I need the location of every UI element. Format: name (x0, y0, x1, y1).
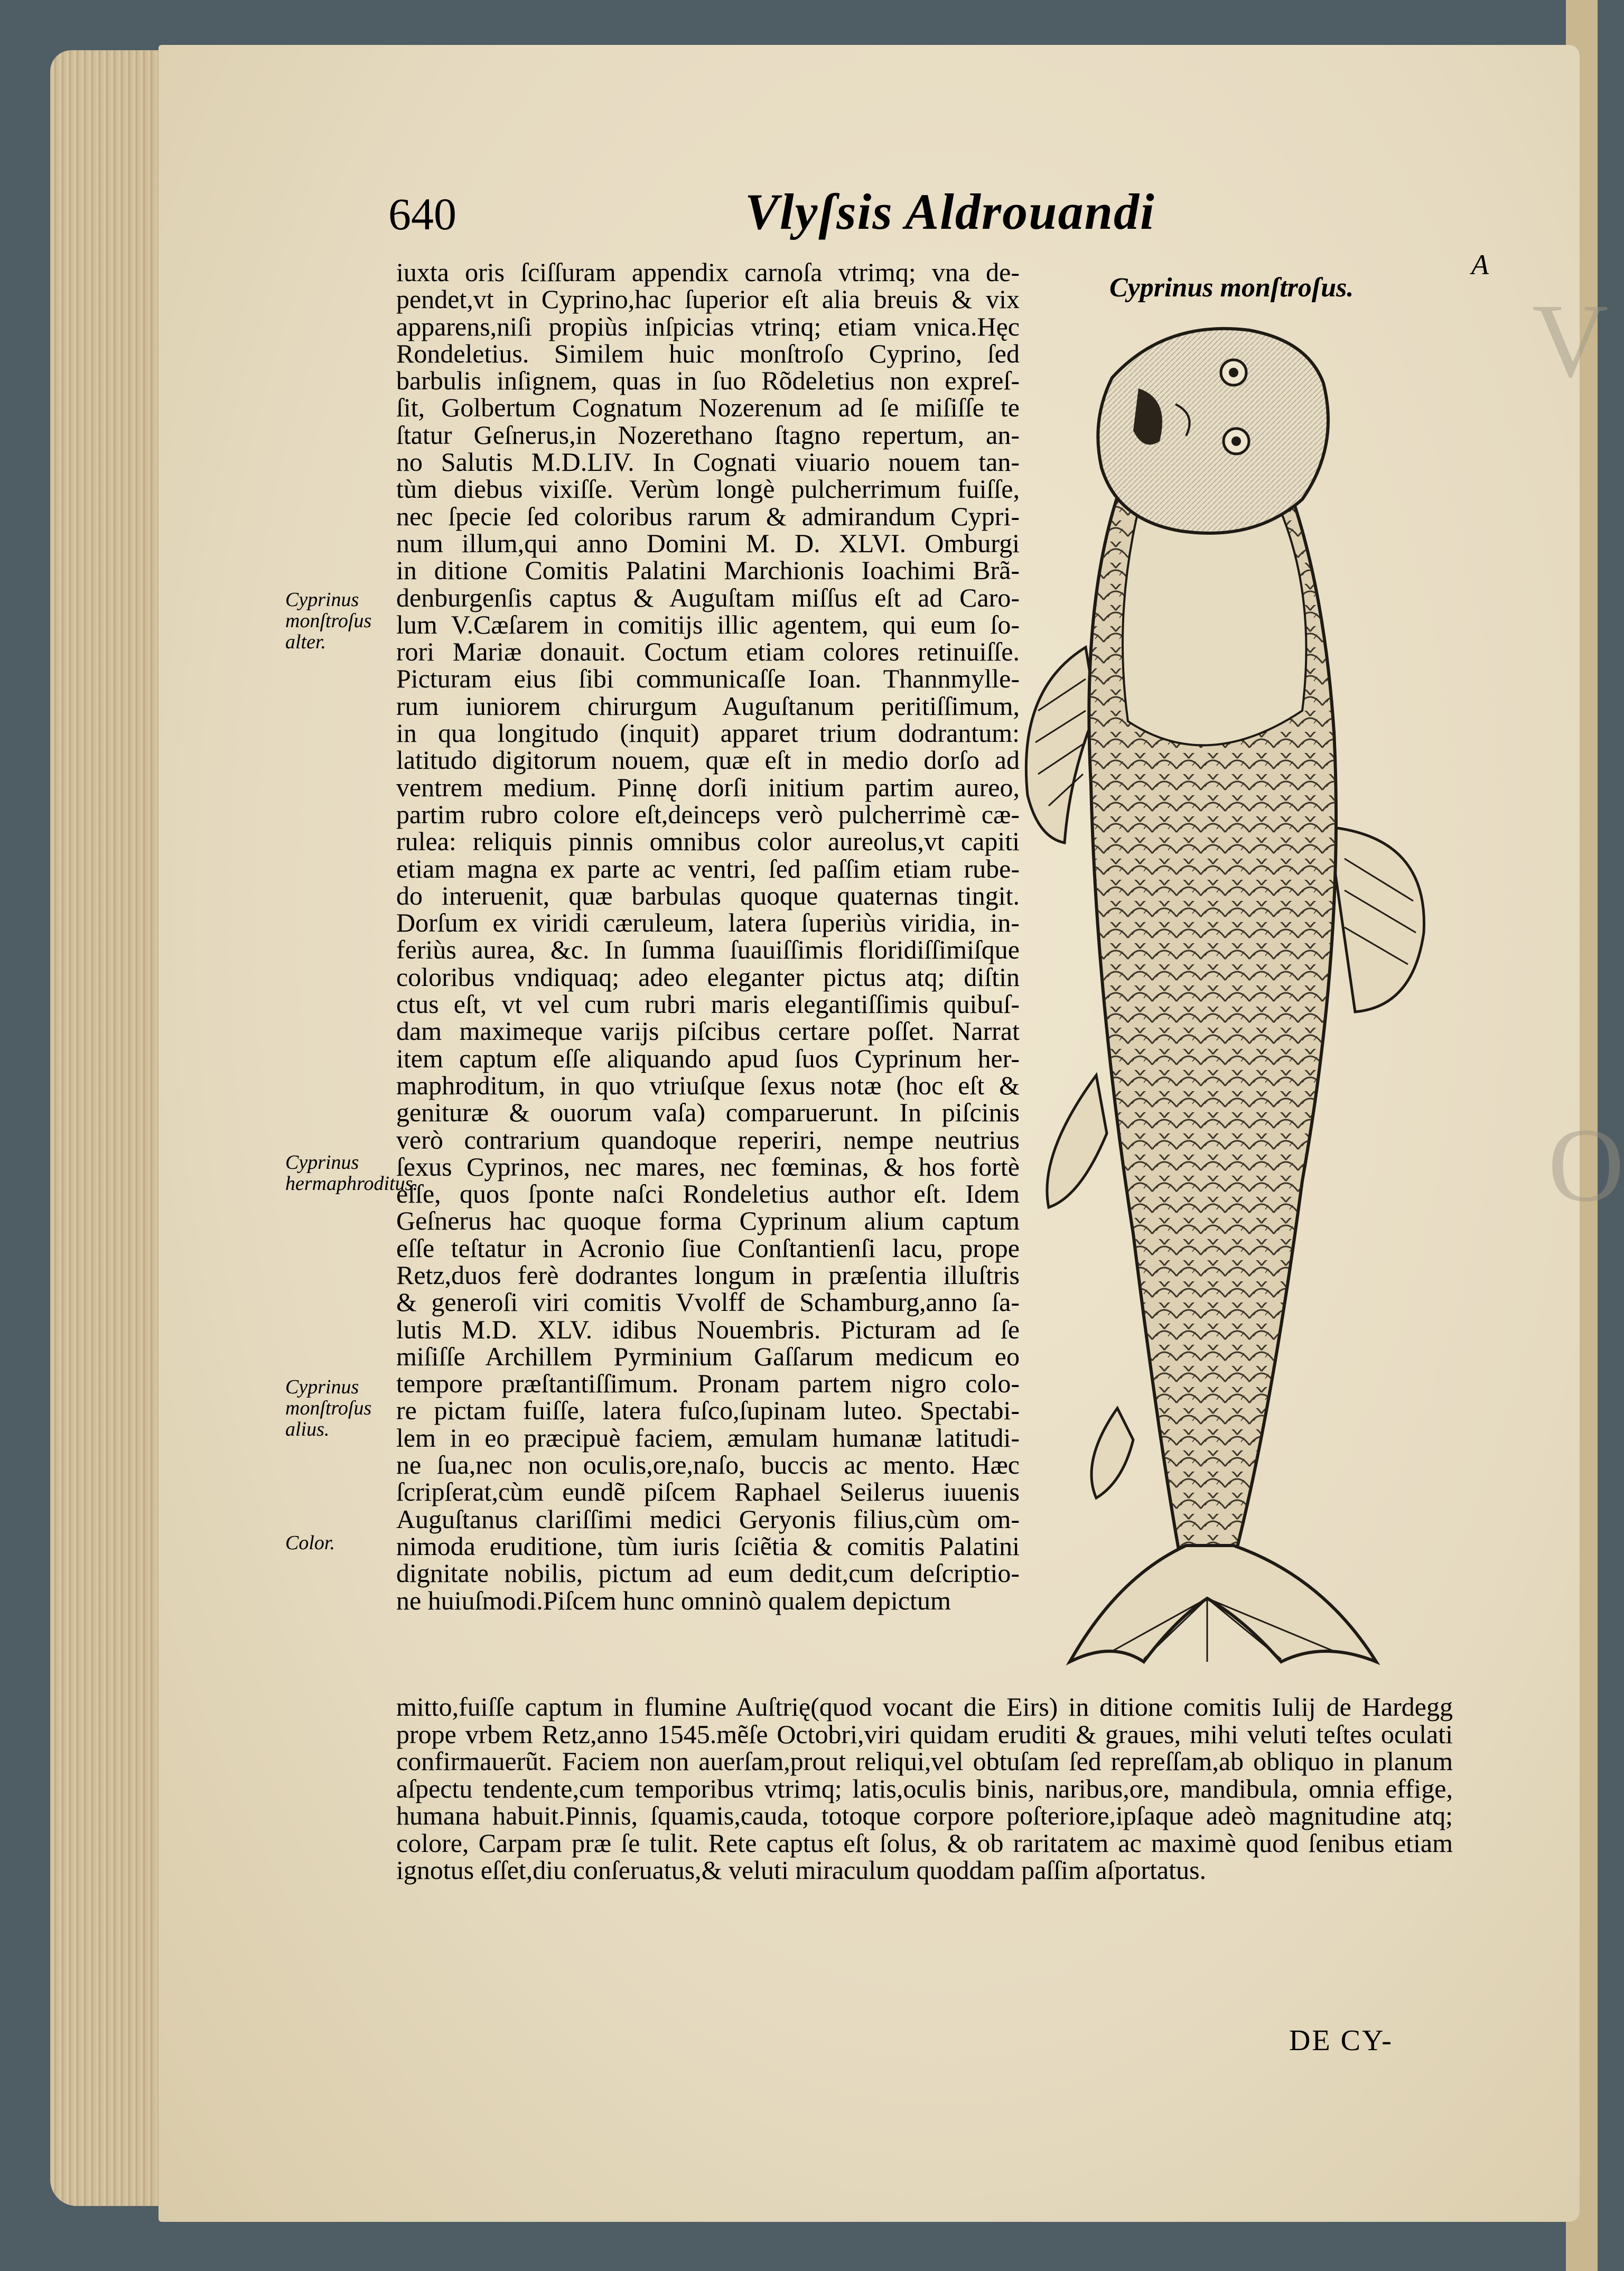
text-line: lutis M.D. XLV. idibus Nouembris. Picturam ad ſe (396, 1314, 1020, 1344)
text-line: in qua longitudo (inquit) apparet trium dodrantum: (396, 718, 1020, 748)
text-line: iuxta oris ſciſſuram appendix carnoſa vtrimq; vna de- (396, 257, 1020, 287)
text-line: partim rubro colore eſt,deinceps verò pulcherrimè cæ- (396, 799, 1020, 829)
margin-note: Cyprinus monſtroſus alius. (285, 1376, 372, 1440)
text-line: eſſe teſtatur in Acronio ſiue Conſtantienſi lacu, prope (396, 1233, 1020, 1263)
text-line: nec ſpecie ſed coloribus rarum & admirandum Cypri- (396, 501, 1020, 531)
running-title: Vlyſsis Aldrouandi (745, 183, 1155, 240)
figure-title: Cyprinus monſtroſus. (1109, 273, 1354, 303)
text-line: rum iuniorem chirurgum Auguſtanum peritiſſimum, (396, 691, 1020, 721)
text-line: maphroditum, in quo vtriuſque ſexus notæ (hoc eſt & (396, 1070, 1020, 1100)
text-line: re pictam fuiſſe, latera fuſco,ſupinam luteo. Spectabi- (396, 1395, 1020, 1426)
text-line: no Salutis M.D.LIV. In Cognati viuario nouem tan- (396, 447, 1020, 477)
margin-note: Cyprinus monſtroſus alter. (285, 589, 372, 653)
text-line: confirmauerũt. Faciem non auerſam,prout reliqui,vel obtuſam ſed repreſſam,ab obliquo in planum (396, 1746, 1453, 1776)
text-line: mitto,fuiſſe captum in flumine Auſtrię(quod vocant die Eirs) in ditione comitis Iulij de Hardegg (396, 1692, 1453, 1721)
text-line: humana habuit.Pinnis, ſquamis,cauda, totoque corpore poſteriore,ipſaque adeò magnitudine atq; (396, 1801, 1453, 1830)
text-line: latitudo digitorum nouem, quæ eſt in medio dorſo ad (396, 745, 1020, 775)
text-line: lum V.Cæſarem in comitijs illic agentem, qui eum ſo- (396, 609, 1020, 639)
text-line: Dorſum ex viridi cæruleum, latera ſuperiùs viridia, in- (396, 908, 1020, 938)
catchword: DE CY- (1289, 2024, 1393, 2057)
text-line: ſit, Golbertum Cognatum Nozerenum ad ſe miſiſſe te (396, 393, 1020, 423)
text-line: tempore præſtantiſſimum. Pronam partem nigro colo- (396, 1369, 1020, 1399)
body-text-full-width (396, 1693, 1453, 1884)
text-line: do interuenit, quæ barbulas quoque quaternas tingit. (396, 880, 1020, 910)
text-line: num illum,qui anno Domini M. D. XLVI. Omburgi (396, 528, 1020, 558)
corner-mark: A (1471, 249, 1489, 281)
text-line: Rondeletius. Similem huic monſtroſo Cyprino, ſed (396, 338, 1020, 368)
text-line: feriùs aurea, &c. In ſumma ſuauiſſimis floridiſſimiſque (396, 935, 1020, 965)
text-line: etiam magna ex parte ac ventri, ſed paſſim etiam rube- (396, 853, 1020, 883)
text-line: ignotus eſſet,diu conſeruatus,& veluti miraculum quoddam paſſim aſportatus. (396, 1855, 1207, 1885)
margin-note: Cyprinus hermaphroditus. (285, 1151, 418, 1195)
margin-note: Color. (285, 1532, 335, 1554)
text-line: rori Mariæ donauit. Coctum etiam colores retinuiſſe. (396, 637, 1020, 667)
text-line: ventrem medium. Pinnę dorſi initium partim aureo, (396, 772, 1020, 802)
text-line: Auguſtanus clariſſimi medici Geryonis filius,cùm om- (396, 1504, 1020, 1534)
text-line: lem in eo præcipuè faciem, æmulam humanæ latitudi- (396, 1422, 1020, 1453)
text-line: aſpectu tendente,cum temporibus vtrimq; latis,oculis binis, naribus,ore, mandibula, omnia effige, (396, 1773, 1453, 1803)
text-line: dam maximeque varijs piſcibus certare poſſet. Narrat (396, 1016, 1020, 1046)
text-line: barbulis inſignem, quas in ſuo Rõdeletius non expreſ- (396, 366, 1020, 396)
text-line: prope vrbem Retz,anno 1545.mẽſe Octobri,viri quidam eruditi & graues, mihi veluti teſtes oculati (396, 1719, 1453, 1749)
text-line: eſſe, quos ſponte naſci Rondeletius author eſt. Idem (396, 1179, 1020, 1209)
text-line: nimoda eruditione, tùm iuris ſciẽtia & comitis Palatini (396, 1531, 1020, 1561)
text-line: miſiſſe Archillem Pyrminium Gaſſarum medicum eo (396, 1341, 1020, 1371)
text-line: ne huiuſmodi.Piſcem hunc omninò qualem depictum (396, 1585, 951, 1615)
text-line: item captum eſſe aliquando apud ſuos Cyprinum her- (396, 1043, 1020, 1073)
text-line: ctus eſt, vt vel cum rubri maris elegantiſſimis quibuſ- (396, 989, 1020, 1019)
text-line: genituræ & ouorum vaſa) comparuerunt. In piſcinis (396, 1097, 1020, 1128)
text-line: tùm diebus vixiſſe. Verùm longè pulcherrimum fuiſſe, (396, 474, 1020, 504)
text-line: colore, Carpam præ ſe tulit. Rete captus eſt ſolus, & ob raritatem ac maximè quod ſenibus etiam (396, 1828, 1453, 1858)
text-line: rulea: reliquis pinnis omnibus color aureolus,vt capiti (396, 826, 1020, 857)
show-through-shadow: V (1532, 283, 1609, 399)
text-line: Picturam eius ſibi communicaſſe Ioan. Thannmylle- (396, 664, 1020, 694)
text-line: & generoſi viri comitis Vvolff de Schamburg,anno ſa- (396, 1287, 1020, 1317)
text-line: dignitate nobilis, pictum ad eum dedit,cum deſcriptio- (396, 1558, 1020, 1588)
text-line: coloribus vndiquaq; adeo eleganter pictus atq; diſtin (396, 962, 1020, 992)
text-line: verò contrarium quandoque reperiri, nempe neutrius (396, 1124, 1020, 1155)
text-line: ſexus Cyprinos, nec mares, nec fœminas, & hos fortè (396, 1151, 1020, 1181)
text-line: denburgenſis captus & Auguſtam miſſus eſt ad Caro- (396, 582, 1020, 612)
text-line: ne ſua,nec non oculis,ore,naſo, buccis ac mento. Hæc (396, 1450, 1020, 1480)
text-line: Geſnerus hac quoque forma Cyprinum alium captum (396, 1206, 1020, 1236)
body-text-column (396, 259, 1020, 1614)
text-line: apparens,niſi propiùs inſpicias vtrinq; etiam vnica.Hęc (396, 311, 1020, 341)
text-line: Retz,duos ferè dodrantes longum in præſentia illuſtris (396, 1260, 1020, 1290)
text-line: in ditione Comitis Palatini Marchionis Ioachimi Brã- (396, 555, 1020, 585)
text-line: ſtatur Geſnerus,in Nozerethano ſtagno repertum, an- (396, 420, 1020, 450)
cyprinus-monstrosus-woodcut (1006, 309, 1461, 1699)
show-through-shadow: O (1548, 1107, 1624, 1224)
page-number: 640 (388, 189, 456, 239)
text-line: pendet,vt in Cyprino,hac ſuperior eſt alia breuis & vix (396, 284, 1020, 314)
text-line: ſcripſerat,cùm eundẽ piſcem Raphael Seilerus iuuenis (396, 1477, 1020, 1507)
